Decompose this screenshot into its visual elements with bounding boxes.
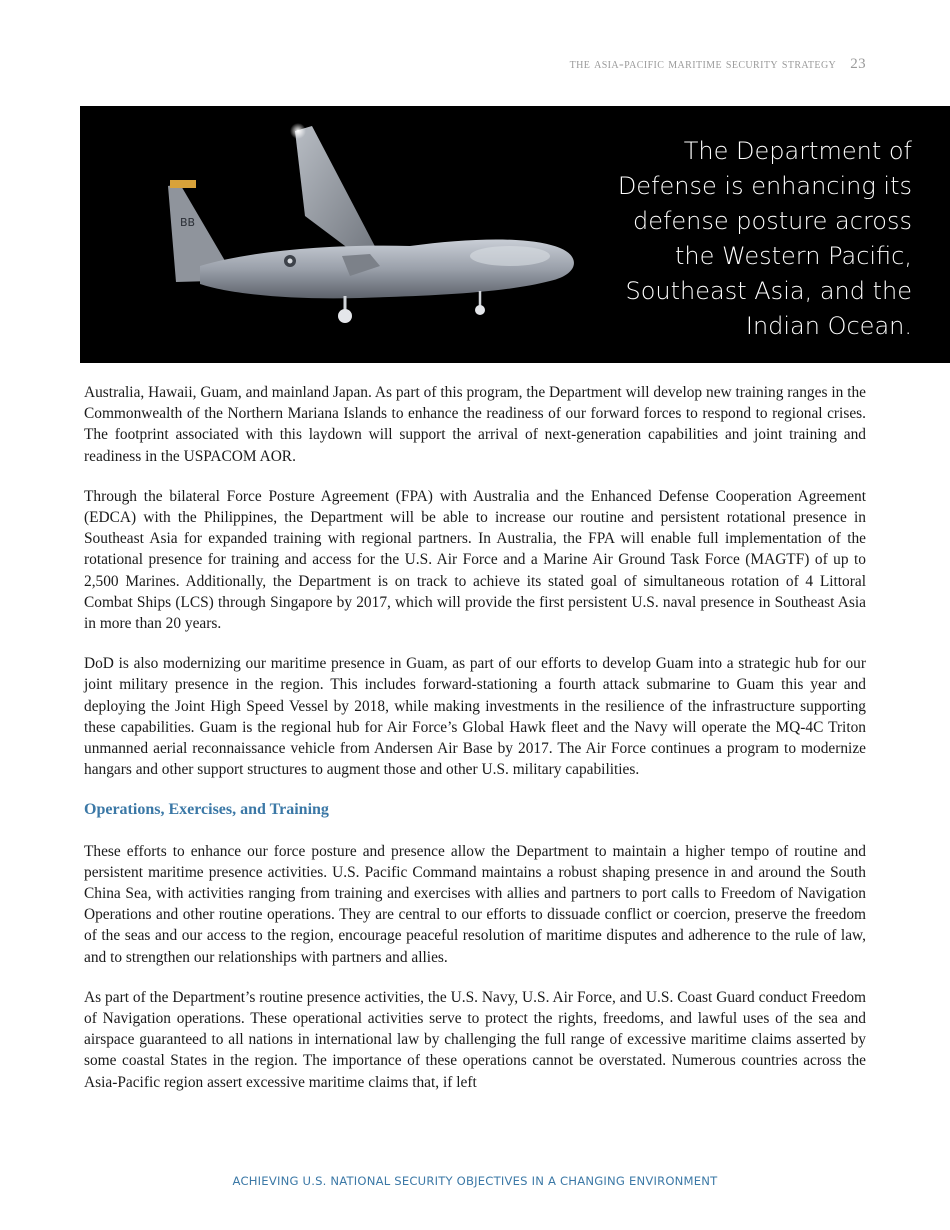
body-content: [84, 382, 866, 1112]
pull-quote: The Department of Defense is enhancing its defense posture across the Western Pacific, Southeast Asia, and the Indian Ocean.: [617, 137, 912, 340]
document-title: the asia-pacific maritime security strategy: [569, 57, 837, 72]
photo-banner: [80, 106, 950, 363]
page-number: 23: [850, 56, 866, 72]
main-gear: [338, 309, 352, 323]
paragraph: Through the bilateral Force Posture Agreement (FPA) with Australia and the Enhanced Defense Cooperation Agreement (EDCA) with the Philippines, the Department will be able to increase our routine and persistent rotational presence in Southeast Asia for expanded training with regional partners. In Australia, the FPA will enable full implementation of the rotational presence for training and access for the U.S. Air Force and a Marine Air Ground Task Force (MAGTF) of up to 2,500 Marines. Additionally, the Department is on track to achieve its stated goal of simultaneous rotation of 4 Littoral Combat Ships (LCS) through Singapore by 2017, which will provide the first persistent U.S. naval presence in Southeast Asia in more than 20 years.: [84, 487, 866, 633]
paragraph: As part of the Department’s routine presence activities, the U.S. Navy, U.S. Air Force, and U.S. Coast Guard conduct Freedom of Navigation operations. These operational activities serve to protect the rights, freedoms, and lawful uses of the sea and airspace guaranteed to all nations in international law by challenging the full range of excessive maritime claims asserted by some coastal States in the region. The importance of these operations cannot be overstated. Numerous countries across the Asia-Pacific region assert excessive maritime claims that, if left: [84, 988, 866, 1091]
running-header: [570, 56, 866, 73]
far-wing: [295, 126, 380, 261]
section-heading: Operations, Exercises, and Training: [84, 801, 329, 819]
tail-marking: BB: [180, 216, 196, 229]
paragraph: DoD is also modernizing our maritime presence in Guam, as part of our efforts to develop Guam into a strategic hub for our joint military presence in the region. This includes forward-stationing a fourth attack submarine to Guam this year and deploying the Joint High Speed Vessel by 2018, while making investments in the resilience of the infrastructure supporting these capabilities. Guam is the regional hub for Air Force’s Global Hawk fleet and the Navy will operate the MQ-4C Triton unmanned aerial reconnaissance vehicle from Andersen Air Base by 2017. The Air Force continues a program to modernize hangars and other support structures to augment those and other U.S. military capabilities.: [84, 655, 866, 779]
running-footer: ACHIEVING U.S. NATIONAL SECURITY OBJECTIVES IN A CHANGING ENVIRONMENT: [232, 1174, 718, 1188]
paragraph: Australia, Hawaii, Guam, and mainland Japan. As part of this program, the Department will develop new training ranges in the Commonwealth of the Northern Mariana Islands to enhance the readiness of our forward forces to respond to regional crises. The footprint associated with this laydown will support the arrival of next-generation capabilities and joint training and readiness in the USPACOM AOR.: [84, 384, 866, 465]
nose-gear: [475, 305, 485, 315]
paragraph: These efforts to enhance our force posture and presence allow the Department to maintain a higher tempo of routine and persistent maritime presence activities. U.S. Pacific Command maintains a robust shaping presence in and around the South China Sea, with activities ranging from training and exercises with allies and partners to port calls to Freedom of Navigation Operations and other routine operations. They are central to our efforts to dissuade conflict or coercion, preserve the freedom of the seas and our access to the region, encourage peaceful resolution of maritime disputes and adherence to the rule of law, and to strengthen our relationships with partners and allies.: [84, 842, 866, 966]
